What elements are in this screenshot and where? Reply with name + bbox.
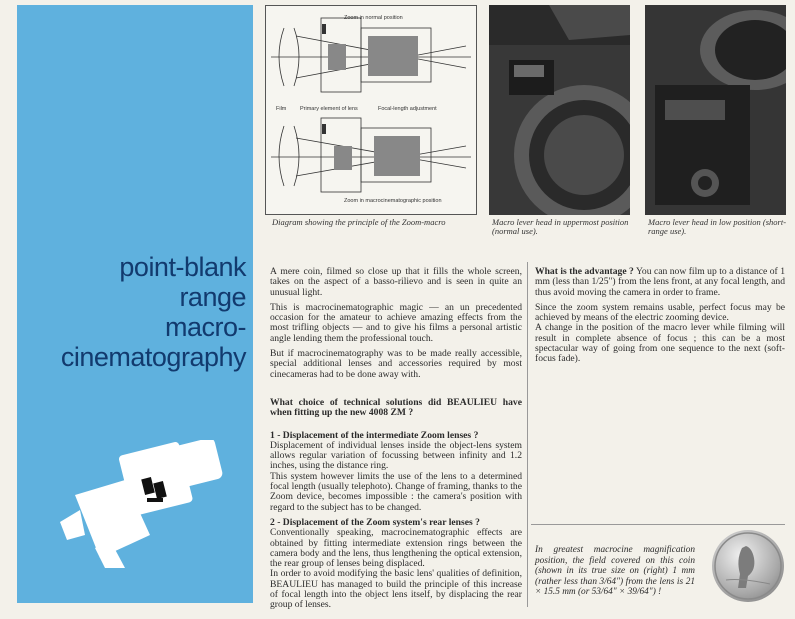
title-line: cinematography bbox=[60, 342, 246, 372]
paragraph: Displacement of individual lenses inside the object-lens system allows regular variation of focussing between infinity and 1.2 inches, using the distance ring. bbox=[270, 439, 522, 472]
subheading: 1 - Displacement of the intermediate Zoom lenses ? bbox=[270, 429, 479, 441]
caption-photo-lower: Macro lever head in low position (short-range use). bbox=[648, 217, 787, 236]
subheading: 2 - Displacement of the Zoom system's rear lenses ? bbox=[270, 516, 480, 528]
text-column-right bbox=[535, 267, 785, 370]
title-line: macro- bbox=[164, 312, 246, 342]
text-column-left bbox=[270, 267, 522, 616]
coin-image bbox=[712, 530, 784, 602]
section-question: What choice of technical solutions did BEAULIEU have when fitting up the new 4008 ZM ? bbox=[270, 396, 522, 419]
coin-section-rule bbox=[531, 524, 785, 525]
advantage-text: You can now film up to a distance of 1 mm (less than 1/25") from the lens front, at any focal length, and thus avoid moving the camera in order to frame. bbox=[535, 266, 785, 298]
diagram-label-bottom: Zoom in macrocinematographic position bbox=[344, 198, 442, 204]
camera-photo-upper bbox=[489, 5, 630, 215]
photo-macro-lever-lower bbox=[645, 5, 786, 215]
title-line: range bbox=[179, 282, 246, 312]
paragraph: This is macrocinematographic magic — an un precedented occasion for the amateur to achieve amazing effects from the most trifling objects — and to give his films a personal artistic angle lending them the professional touch. bbox=[270, 301, 522, 344]
caption-diagram: Diagram showing the principle of the Zoom-macro bbox=[272, 217, 446, 227]
paragraph: A mere coin, filmed so close up that it fills the whole screen, takes on the aspect of a basso-rilievo and is seen in quite an unusual light. bbox=[270, 266, 522, 298]
diagram-label-focal: Focal-length adjustment bbox=[378, 106, 437, 112]
advantage-heading: What is the advantage ? bbox=[535, 266, 634, 277]
camera-photo-lower bbox=[645, 5, 786, 215]
photo-macro-lever-upper bbox=[489, 5, 630, 215]
optical-diagram bbox=[266, 6, 476, 214]
paragraph: Since the zoom system remains usable, perfect focus may be achieved by means of the electric zooming device. bbox=[535, 301, 785, 324]
paragraph: This system however limits the use of the lens to a determined focal length (usually telephoto). Change of framing, thanks to the Zoom device, becomes impossible : the camera's position with regard to the subject has to be changed. bbox=[270, 470, 522, 513]
caption-photo-upper: Macro lever head in uppermost position (normal use). bbox=[492, 217, 629, 236]
paragraph: A change in the position of the macro lever while filming will result in complete absence of focus ; this can be a most spectacular way of going from one sequence to the next (soft-focus fade). bbox=[535, 322, 785, 365]
title-line: point-blank bbox=[119, 252, 246, 282]
zoom-macro-diagram bbox=[265, 5, 477, 215]
coin-caption: In greatest macrocine magnification position, the field covered on this coin (shown in its true size on (right) 1 mm (rather less than 3/64") from the lens is 21 × 15.5 mm (or 53/64" × 39/64") ! bbox=[535, 545, 695, 597]
diagram-label-top: Zoom in normal position bbox=[344, 15, 403, 21]
diagram-label-primary: Primary element of lens bbox=[300, 106, 358, 112]
camera-silhouette-illustration bbox=[55, 440, 225, 570]
page-title bbox=[20, 252, 246, 372]
paragraph: In order to avoid modifying the basic lens' qualities of definition, BEAULIEU has managed to build the principle of this increase of focal length into the object lens itself, by displacing the rear group of lenses. bbox=[270, 568, 522, 611]
diagram-label-film: Film bbox=[276, 106, 287, 112]
coin-sower-relief bbox=[712, 530, 784, 602]
column-divider bbox=[527, 262, 528, 607]
paragraph: Conventionally speaking, macrocinematographic effects are obtained by fitting intermediate extension rings between the camera body and the lens, thus lengthening the optical extension, the rear group of lenses being displaced. bbox=[270, 527, 522, 570]
paragraph bbox=[535, 267, 785, 298]
paragraph: But if macrocinematography was to be made really accessible, special additional lenses and accessories required by most cinecameras had to be done away with. bbox=[270, 348, 522, 380]
